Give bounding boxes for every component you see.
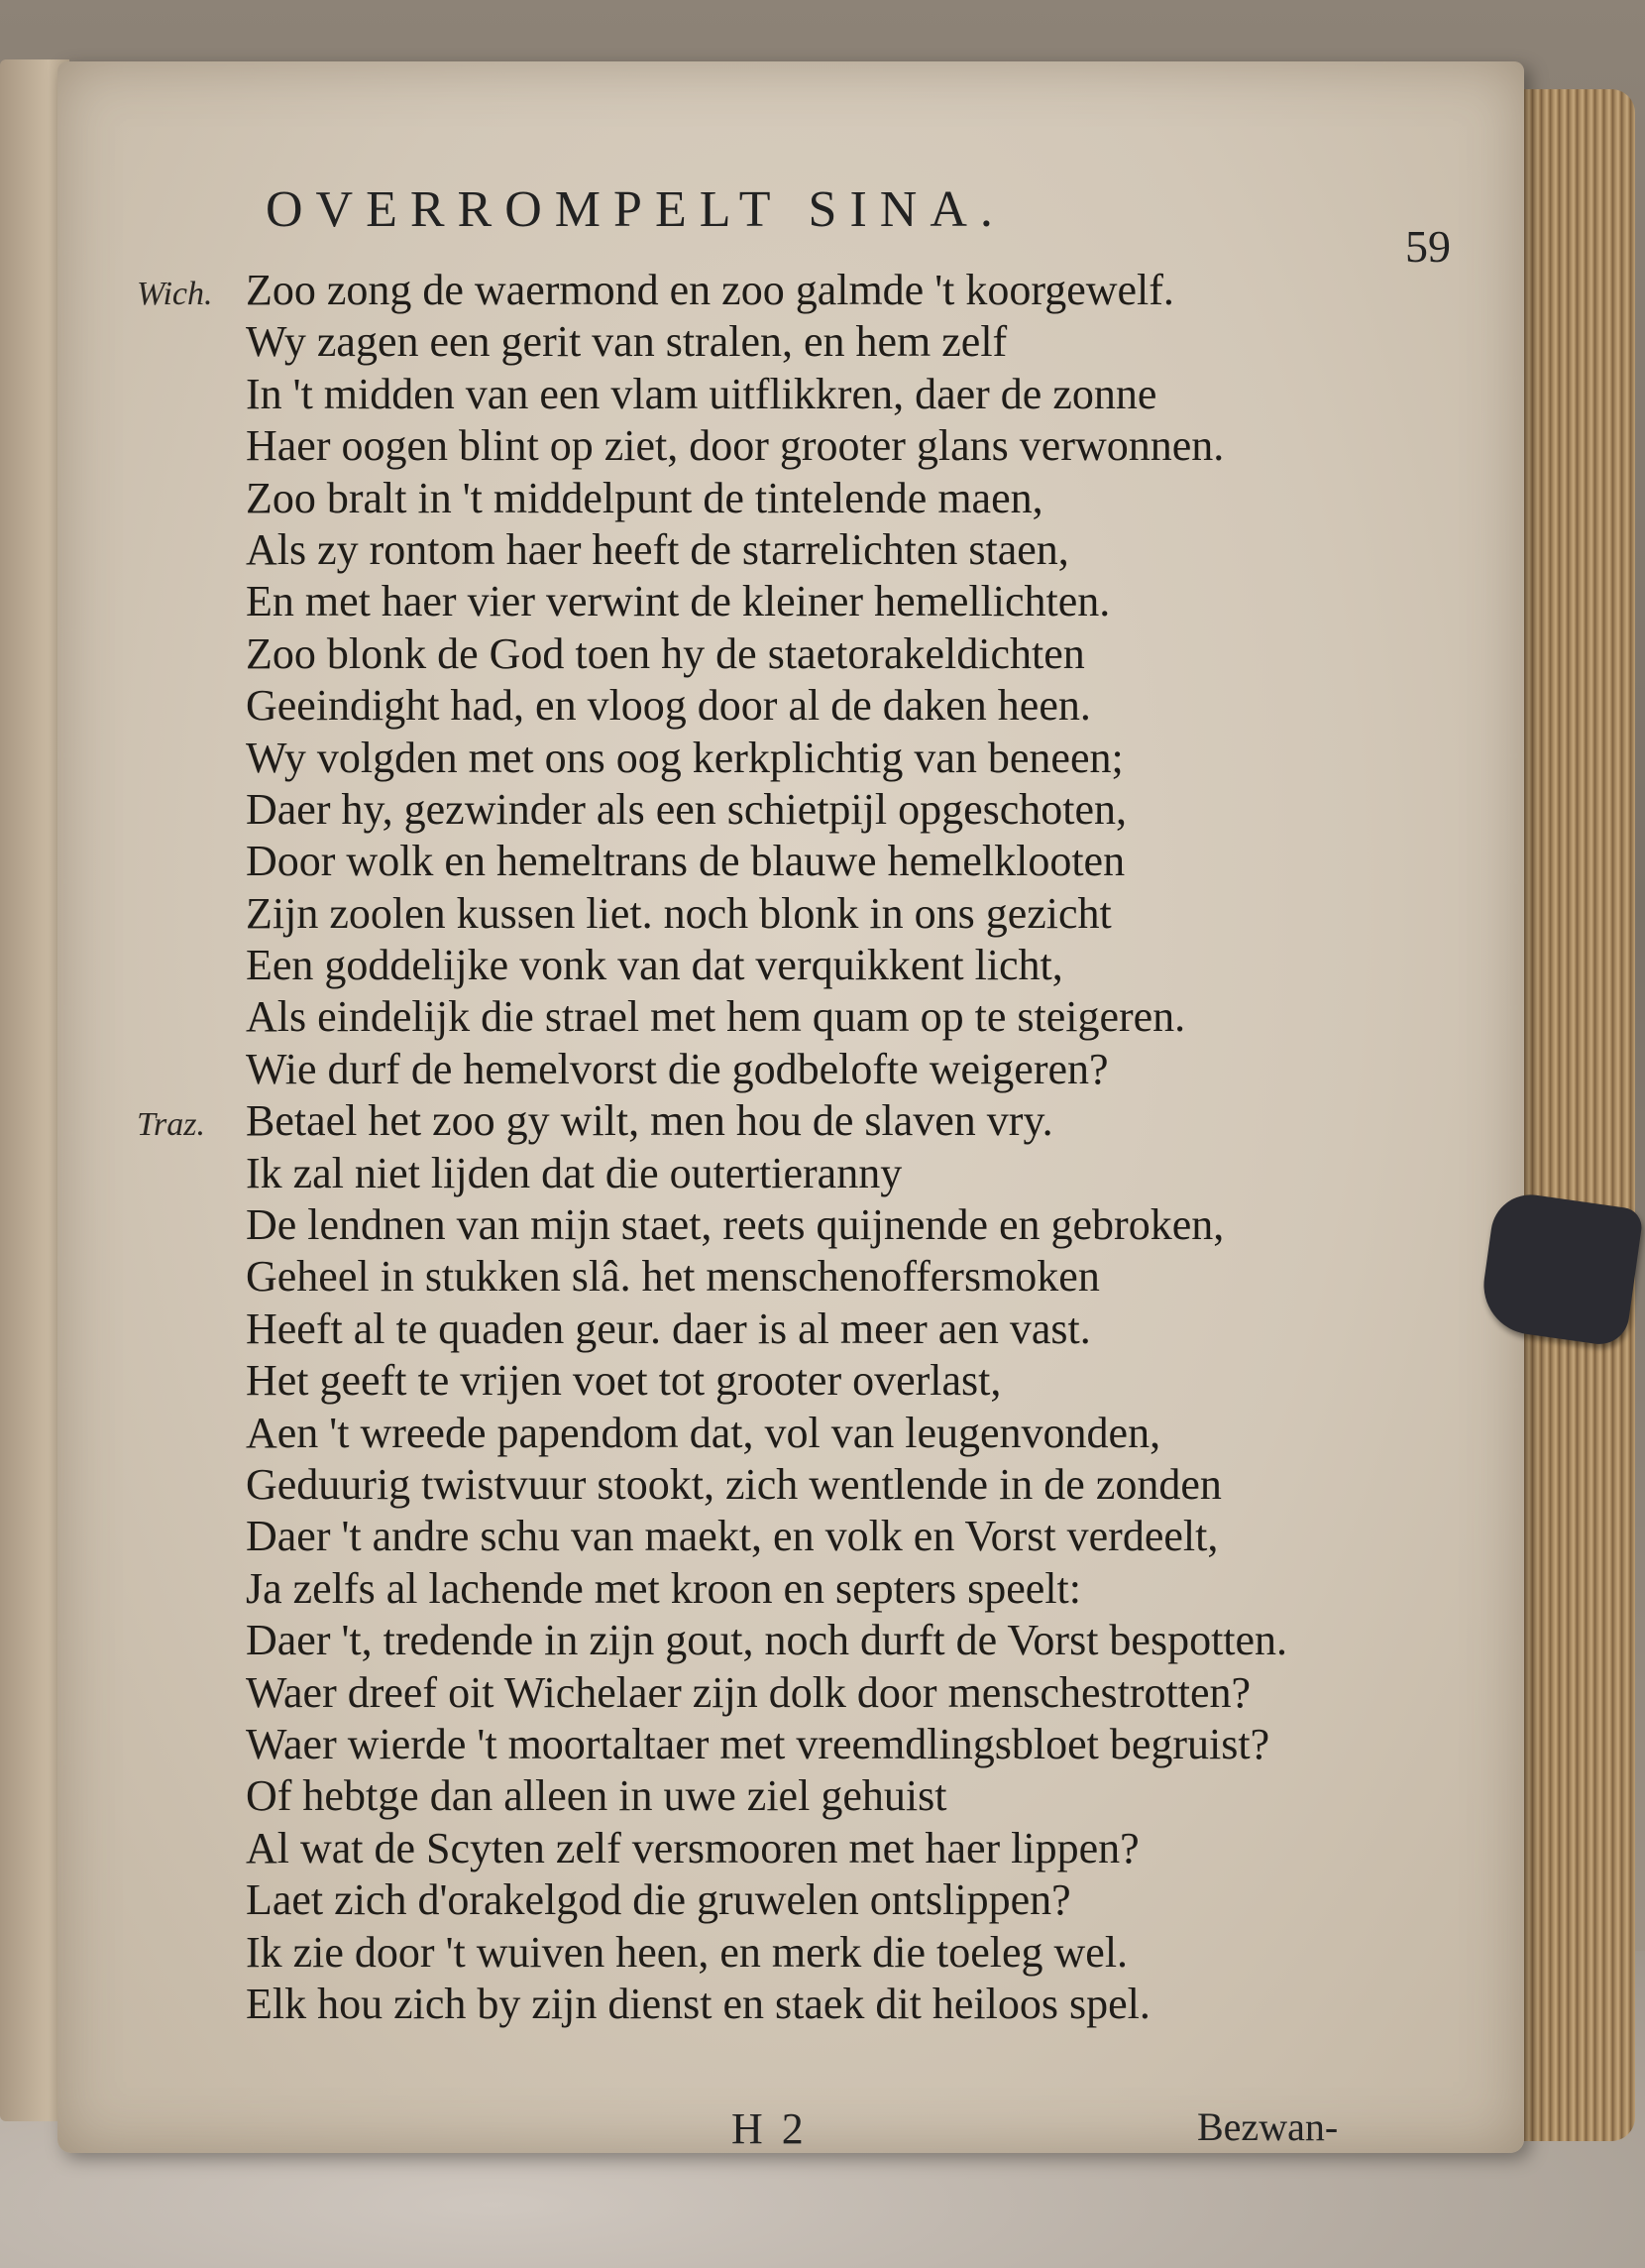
verse-line <box>137 1251 1455 1303</box>
book-page <box>57 61 1524 2153</box>
running-head: OVERROMPELT SINA. <box>266 181 1006 238</box>
bookmark-ribbon <box>1478 1190 1644 1348</box>
verse-text: Zoo blonk de God toen hy de staetorakeldichten <box>246 628 1085 678</box>
verse-line <box>137 1979 1455 2030</box>
verse-text: Wie durf de hemelvorst die godbelofte weigeren? <box>246 1044 1109 1093</box>
verse-text: Door wolk en hemeltrans de blauwe hemelklooten <box>246 837 1126 886</box>
catchword: Bezwan- <box>1197 2104 1339 2149</box>
verse-line <box>137 420 1455 472</box>
verse-line <box>137 733 1455 784</box>
verse-line <box>137 1408 1455 1459</box>
verse-line <box>137 784 1455 836</box>
verse-line <box>137 1044 1455 1095</box>
verse-line <box>137 1874 1455 1926</box>
verse-line <box>137 680 1455 732</box>
verse-line <box>137 1304 1455 1355</box>
verse-text: De lendnen van mijn staet, reets quijnende en gebroken, <box>246 1200 1225 1250</box>
verse-text: Waer wierde 't moortaltaer met vreemdlingsbloet begruist? <box>246 1719 1270 1768</box>
speaker-label: Wich. <box>137 276 213 312</box>
verse-line <box>137 1770 1455 1822</box>
verse-line <box>137 524 1455 576</box>
verse-text: Haer oogen blint op ziet, door grooter glans verwonnen. <box>246 421 1225 471</box>
verse-line <box>137 1355 1455 1407</box>
verse-text: Het geeft te vrijen voet tot grooter overlast, <box>246 1356 1002 1406</box>
verse-text: Wy zagen een gerit van stralen, en hem zelf <box>246 317 1008 367</box>
verse-line <box>137 1823 1455 1874</box>
verse-line <box>137 576 1455 627</box>
verse-text: Elk hou zich by zijn dienst en staek dit heiloos spel. <box>246 1979 1151 2028</box>
verse-text: Daer 't, tredende in zijn gout, noch durft de Vorst bespotten. <box>246 1616 1288 1665</box>
verse-line <box>137 888 1455 940</box>
verse-line <box>137 1459 1455 1511</box>
speaker-label: Traz. <box>137 1106 205 1144</box>
verse-line <box>137 991 1455 1043</box>
verse-text: Geheel in stukken slâ. het menschenoffersmoken <box>246 1252 1100 1302</box>
verse-text: Al wat de Scyten zelf versmooren met haer lippen? <box>246 1823 1140 1872</box>
verse-text: Ja zelfs al lachende met kroon en septers speelt: <box>246 1563 1082 1613</box>
verse-line <box>137 628 1455 680</box>
verse-text: Ik zie door 't wuiven heen, en merk die toeleg wel. <box>246 1927 1129 1977</box>
verse-line <box>137 473 1455 524</box>
verse-line <box>137 1095 1455 1147</box>
verse-text: Geeindight had, en vloog door al de daken heen. <box>246 681 1091 731</box>
verse-line <box>137 316 1455 368</box>
verse-line <box>137 1719 1455 1770</box>
verse-text: Aen 't wreede papendom dat, vol van leugenvonden, <box>246 1408 1161 1457</box>
verse-text-block <box>137 265 1455 2030</box>
verse-text: Daer hy, gezwinder als een schietpijl opgeschoten, <box>246 784 1128 834</box>
page-number: 59 <box>1405 221 1451 272</box>
verse-text: Betael het zoo gy wilt, men hou de slaven vry. <box>246 1096 1053 1146</box>
verse-line <box>137 1927 1455 1979</box>
verse-text: En met haer vier verwint de kleiner hemellichten. <box>246 577 1111 626</box>
verse-text: Ik zal niet lijden dat die outertieranny <box>246 1148 903 1197</box>
verse-text: Geduurig twistvuur stookt, zich wentlende in de zonden <box>246 1459 1222 1509</box>
verse-text: Daer 't andre schu van maekt, en volk en Vorst verdeelt, <box>246 1512 1219 1561</box>
verse-line <box>137 1511 1455 1562</box>
verse-line <box>137 940 1455 991</box>
verse-line <box>137 1199 1455 1251</box>
verse-line <box>137 369 1455 420</box>
verse-text: Zijn zoolen kussen liet. noch blonk in ons gezicht <box>246 888 1112 938</box>
verse-line <box>137 836 1455 887</box>
signature-mark: H 2 <box>731 2104 808 2153</box>
verse-text: Zoo bralt in 't middelpunt de tintelende maen, <box>246 473 1043 522</box>
verse-text: Waer dreef oit Wichelaer zijn dolk door menschestrotten? <box>246 1667 1252 1717</box>
verse-text: In 't midden van een vlam uitflikkren, daer de zonne <box>246 369 1157 418</box>
verse-text: Als zy rontom haer heeft de starrelichten staen, <box>246 524 1069 574</box>
verse-text: Heeft al te quaden geur. daer is al meer aen vast. <box>246 1304 1091 1353</box>
verse-line <box>137 1148 1455 1199</box>
verse-text: Laet zich d'orakelgod die gruwelen ontslippen? <box>246 1875 1071 1925</box>
verse-text: Zoo zong de waermond en zoo galmde 't koorgewelf. <box>246 266 1174 314</box>
verse-line <box>137 1615 1455 1666</box>
verse-text: Een goddelijke vonk van dat verquikkent licht, <box>246 941 1063 990</box>
verse-line <box>137 1667 1455 1719</box>
verse-line <box>137 1563 1455 1615</box>
verse-text: Of hebtge dan alleen in uwe ziel gehuist <box>246 1771 947 1821</box>
verse-text: Als eindelijk die strael met hem quam op te steigeren. <box>246 992 1186 1042</box>
verse-line <box>137 265 1455 316</box>
verse-text: Wy volgden met ons oog kerkplichtig van beneen; <box>246 733 1124 782</box>
